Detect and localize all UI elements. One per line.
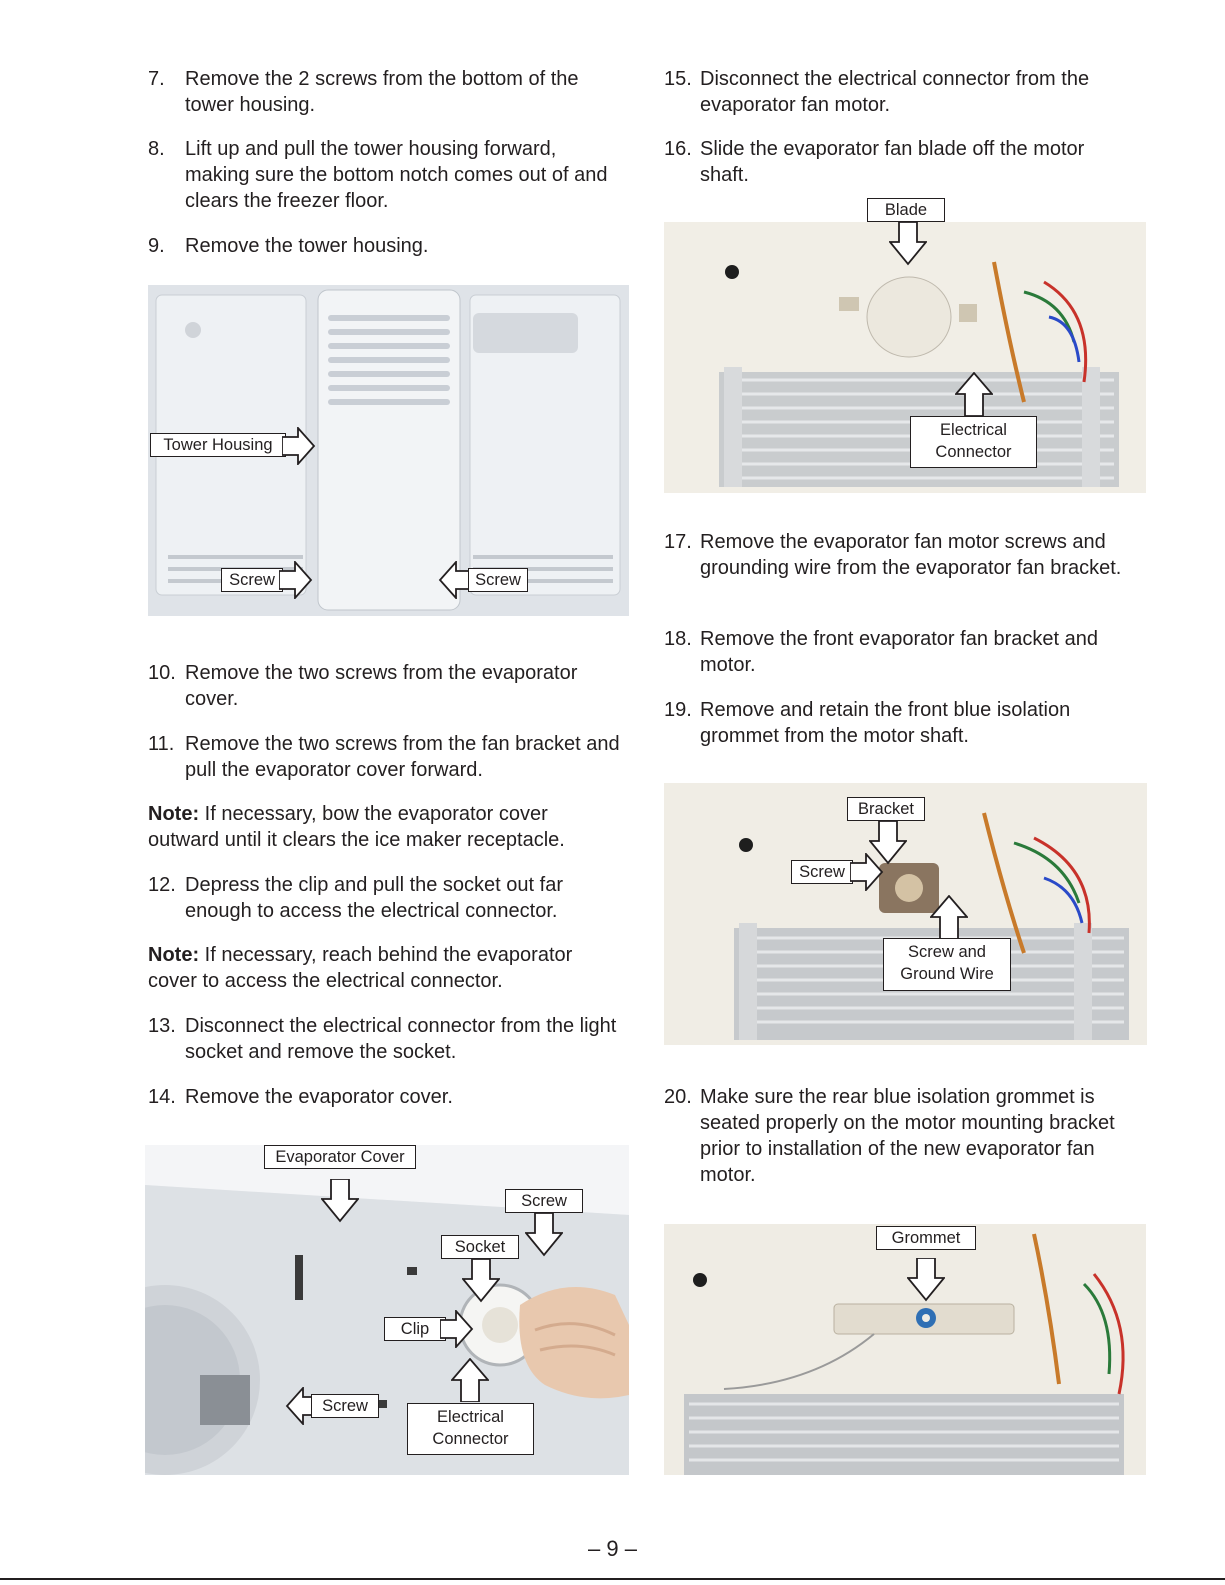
bracket-label: Bracket [847, 797, 925, 821]
step-text: Lift up and pull the tower housing forward, making sure the bottom notch comes out of and clears the freezer floor. [185, 138, 608, 212]
screw-right-label: Screw [468, 568, 528, 592]
note-label: Note: [148, 944, 200, 966]
tower-housing-photo [148, 285, 629, 616]
step-number: 19. [664, 699, 692, 721]
screw-label: Screw [791, 860, 853, 884]
step-number: 7. [148, 68, 165, 90]
step-text: Remove the tower housing. [185, 235, 429, 257]
label-line: Electrical [940, 421, 1007, 439]
step-number: 9. [148, 235, 165, 257]
note-text: If necessary, bow the evaporator cover outward until it clears the ice maker receptacle. [148, 803, 565, 851]
step-number: 20. [664, 1086, 692, 1108]
arrow-down-icon [462, 1259, 500, 1303]
electrical-connector-label [407, 1403, 534, 1455]
step-number: 12. [148, 874, 176, 896]
arrow-right-icon [440, 1310, 474, 1348]
step-number: 15. [664, 68, 692, 90]
electrical-connector-label [910, 416, 1037, 468]
step-text: Make sure the rear blue isolation grommet is seated properly on the motor mounting bracket prior to installation of the new evaporator fan motor. [700, 1086, 1115, 1186]
step-text: Depress the clip and pull the socket out far enough to access the electrical connector. [185, 874, 563, 922]
note-label: Note: [148, 803, 200, 825]
page-number: – 9 – [588, 1536, 637, 1561]
footer-divider [0, 1578, 1225, 1580]
note-2 [148, 942, 618, 994]
step-text: Slide the evaporator fan blade off the motor shaft. [700, 138, 1085, 186]
label-line: Screw and [908, 943, 986, 961]
step-number: 16. [664, 138, 692, 160]
step-text: Remove the 2 screws from the bottom of the tower housing. [185, 68, 579, 116]
step-number: 8. [148, 138, 165, 160]
clip-label: Clip [384, 1317, 446, 1341]
screw-ground-wire-label [883, 938, 1011, 991]
screw-left-label: Screw [221, 568, 283, 592]
arrow-right-icon [282, 427, 316, 465]
blade-label: Blade [867, 198, 945, 222]
evaporator-cover-label: Evaporator Cover [264, 1145, 416, 1169]
arrow-down-icon [889, 222, 927, 266]
step-text: Disconnect the electrical connector from the light socket and remove the socket. [185, 1015, 617, 1063]
step-text: Remove and retain the front blue isolation grommet from the motor shaft. [700, 699, 1071, 747]
arrow-up-icon [955, 372, 993, 416]
step-text: Remove the evaporator cover. [185, 1086, 453, 1108]
screw-bottom-label: Screw [311, 1394, 379, 1418]
label-line: Connector [432, 1430, 509, 1448]
label-line: Electrical [437, 1408, 504, 1426]
arrow-down-icon [907, 1258, 945, 1302]
arrow-up-icon [451, 1358, 489, 1402]
step-number: 17. [664, 531, 692, 553]
arrow-left-icon [438, 561, 472, 599]
grommet-photo [664, 1224, 1146, 1475]
arrow-right-icon [850, 853, 884, 891]
step-text: Disconnect the electrical connector from the evaporator fan motor. [700, 68, 1090, 116]
step-number: 11. [148, 733, 175, 755]
note-1 [148, 801, 618, 853]
step-text: Remove the two screws from the fan bracket and pull the evaporator cover forward. [185, 733, 620, 781]
label-line: Ground Wire [900, 965, 994, 983]
screw-top-label: Screw [505, 1189, 583, 1213]
step-text: Remove the two screws from the evaporator cover. [185, 662, 578, 710]
note-text: If necessary, reach behind the evaporator cover to access the electrical connector. [148, 944, 573, 992]
step-text: Remove the front evaporator fan bracket and motor. [700, 628, 1099, 676]
step-text: Remove the evaporator fan motor screws and grounding wire from the evaporator fan bracket. [700, 531, 1122, 579]
tower-housing-label: Tower Housing [150, 433, 286, 457]
fan-bracket-photo [664, 783, 1147, 1045]
label-line: Connector [935, 443, 1012, 461]
evaporator-cover-photo [145, 1145, 629, 1475]
step-number: 13. [148, 1015, 176, 1037]
arrow-down-icon [525, 1213, 563, 1257]
arrow-up-icon [930, 895, 968, 939]
arrow-right-icon [279, 561, 313, 599]
arrow-down-icon [321, 1179, 359, 1223]
fan-blade-photo [664, 222, 1146, 493]
socket-label: Socket [441, 1235, 519, 1259]
step-number: 18. [664, 628, 692, 650]
step-number: 10. [148, 662, 176, 684]
grommet-label: Grommet [876, 1226, 976, 1250]
step-number: 14. [148, 1086, 176, 1108]
